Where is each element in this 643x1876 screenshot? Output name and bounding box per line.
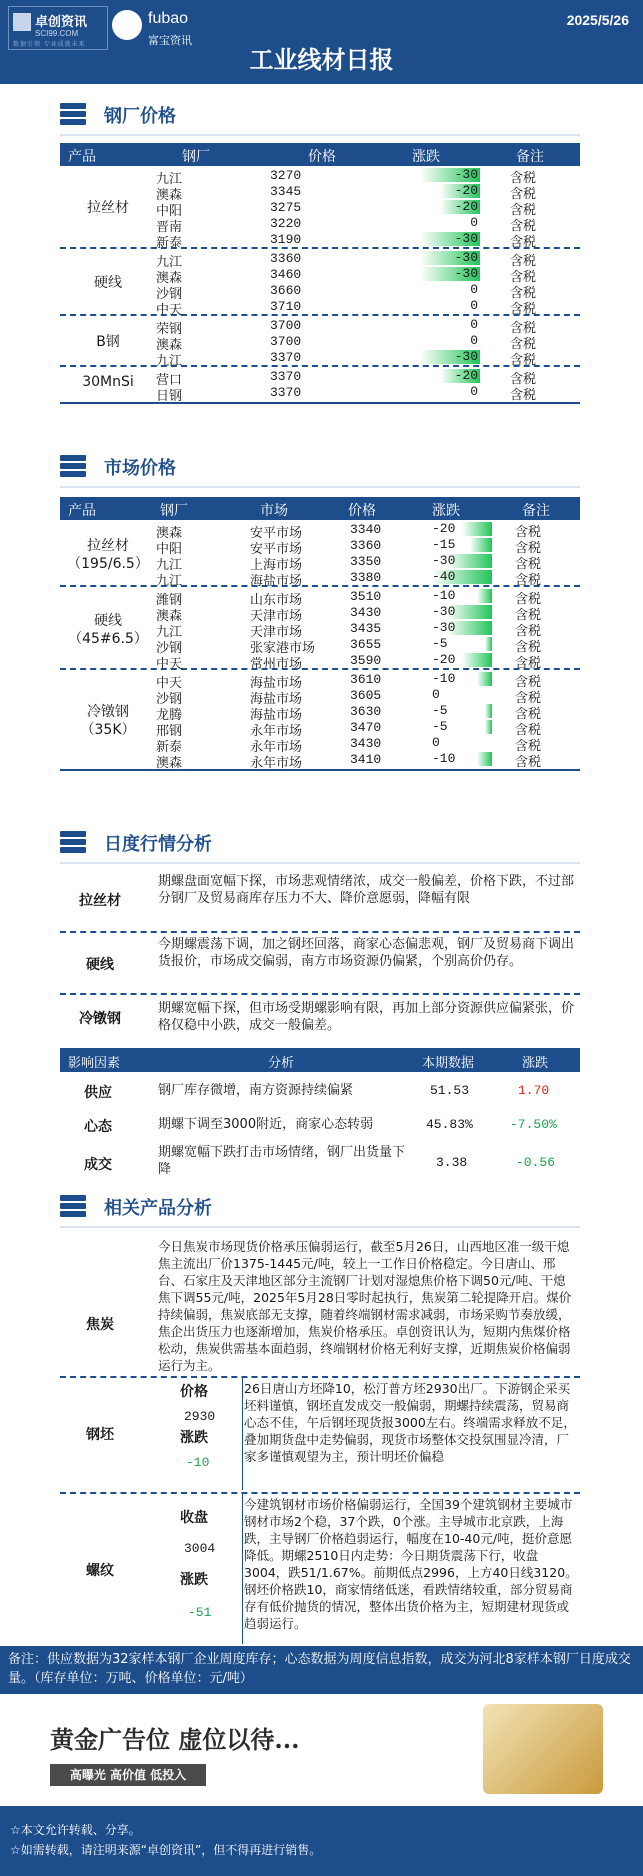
group-divider: [60, 668, 580, 670]
header-analysis: 分析: [268, 1056, 295, 1071]
analysis-label: 拉丝材: [79, 893, 121, 909]
change-cell: -20: [454, 183, 478, 198]
factor-row-trade: [60, 1142, 580, 1182]
note-cell: 含税: [510, 187, 537, 202]
price-cell: 3510: [350, 589, 382, 604]
rebar-text: 今建筑钢材市场价格偏弱运行，全国39个建筑钢材主要城市钢材市场2个稳，37个跌，0个涨。主导城市北京跌，上海跌，主导钢厂价格趋弱运行，幅度在10-40元/吨，挺价意愿降低。期螺2510日内走势：今日期货震荡下行，收盘3004，跌51/1.67%。前期低点2996，上方40日线3120。钢坯价格跌10，商家情绪低迷，看跌情绪较重，部分贸易商存有低价抛货的情况，整体出货价格为主，短期建材现货或趋弱运行。: [244, 1497, 578, 1631]
price-cell: 3350: [350, 554, 382, 569]
note-cell: 含税: [515, 624, 542, 639]
ad-banner[interactable]: [0, 1694, 643, 1806]
note-cell: 含税: [515, 656, 542, 671]
factor-analysis: 钢厂库存微增，南方资源持续偏紧: [158, 1083, 354, 1098]
header-note: 备注: [522, 503, 550, 519]
note-cell: 含税: [515, 608, 542, 623]
note-cell: 含税: [510, 353, 537, 368]
mill-name: 澳森: [156, 526, 183, 541]
group-divider: [60, 314, 580, 316]
change-cell: 0: [432, 735, 440, 750]
mill-name: 沙钢: [156, 287, 183, 302]
change-cell: 0: [432, 687, 440, 702]
factor-analysis: 期螺宽幅下跌打击市场情绪，钢厂出货量下降: [158, 1145, 406, 1177]
billet-change-label: 涨跌: [180, 1430, 208, 1446]
note-bar: [0, 1646, 643, 1694]
table-row: [60, 349, 580, 369]
factor-change: 1.70: [518, 1083, 550, 1098]
note-cell: 含税: [510, 286, 537, 301]
price-cell: 3630: [350, 704, 382, 719]
mill-name: 九江: [156, 172, 183, 187]
note-cell: 含税: [515, 541, 542, 556]
footer-line: ☆本文允许转载、分享。: [10, 1823, 141, 1837]
header-product: 产品: [68, 503, 96, 519]
mill-name: 九江: [156, 625, 183, 640]
section-divider: [60, 1226, 580, 1228]
section-title: 相关产品分析: [104, 1198, 212, 1219]
billet-price: 2930: [184, 1409, 216, 1424]
mill-name: 九江: [156, 558, 183, 573]
group-divider: [60, 365, 580, 367]
product-label: 硬线: [94, 275, 122, 291]
product-label: 拉丝材: [87, 200, 129, 216]
price-cell: 3340: [350, 522, 382, 537]
analysis-hard-wire: [60, 934, 580, 990]
rebar-label: 螺纹: [86, 1563, 114, 1579]
mill-name: 中天: [156, 303, 183, 318]
factor-value: 3.38: [436, 1155, 468, 1170]
market-name: 永年市场: [250, 756, 303, 771]
product-spec: （45#6.5）: [68, 631, 148, 647]
price-cell: 3660: [270, 283, 302, 298]
change-cell: -30: [454, 250, 478, 265]
price-cell: 3700: [270, 318, 302, 333]
note-cell: 含税: [510, 302, 537, 317]
note-cell: 含税: [510, 372, 537, 387]
change-cell: -30: [432, 553, 456, 568]
product-spec: （195/6.5）: [67, 556, 149, 572]
ad-title: 黄金广告位 虚位以待...: [50, 1725, 300, 1754]
header-factor: 影响因素: [68, 1056, 121, 1071]
group-divider: [60, 585, 580, 587]
note-text: 备注：供应数据为32家样本钢厂企业周度库存；心态数据为周度信息指数，成交为河北8家样本钢厂日度成交量。（库存单位：万吨、价格单位：元/吨）: [8, 1652, 631, 1686]
change-cell: -15: [432, 537, 456, 552]
price-cell: 3590: [350, 653, 382, 668]
mill-name: 澳森: [156, 756, 183, 771]
related-coke: [60, 1234, 580, 1374]
factor-change: -7.50%: [510, 1117, 557, 1132]
stack-icon: [60, 103, 86, 125]
header-mill: 钢厂: [182, 149, 210, 165]
change-cell: -5: [432, 703, 448, 718]
gold-bars-image: [483, 1704, 603, 1794]
product-label: 拉丝材: [87, 538, 129, 554]
stack-icon: [60, 455, 86, 477]
factor-table-header: [60, 1048, 580, 1072]
mill-name: 龙腾: [156, 708, 183, 723]
market-name: 海盐市场: [250, 708, 303, 723]
header-mill: 钢厂: [160, 503, 188, 519]
mill-name: 营口: [156, 373, 183, 388]
section-divider: [60, 134, 580, 136]
mill-name: 澳森: [156, 338, 183, 353]
sci99-logo-tagline: 数据引领 专业成就未来: [13, 42, 86, 48]
mill-name: 邢钢: [156, 724, 183, 739]
price-cell: 3435: [350, 621, 382, 636]
factor-change: -0.56: [516, 1155, 556, 1170]
change-cell: -30: [454, 349, 478, 364]
related-rebar: [60, 1494, 580, 1644]
note-cell: 含税: [510, 337, 537, 352]
product-label: 硬线: [94, 613, 122, 629]
change-cell: -10: [432, 671, 456, 686]
change-cell: -30: [454, 167, 478, 182]
section-title: 市场价格: [104, 458, 176, 479]
sci99-logo-text: 卓创资讯: [35, 14, 88, 29]
mill-name: 澳森: [156, 188, 183, 203]
analysis-wire-rod: [60, 870, 580, 928]
price-cell: 3470: [350, 720, 382, 735]
mill-name: 九江: [156, 255, 183, 270]
table-bottom-line: [60, 769, 580, 771]
note-cell: 含税: [510, 203, 537, 218]
price-cell: 3345: [270, 184, 302, 199]
mill-name: 九江: [156, 354, 183, 369]
row-divider: [60, 931, 580, 933]
rebar-close: 3004: [184, 1541, 216, 1556]
mill-name: 中天: [156, 657, 183, 672]
stack-icon: [60, 1195, 86, 1217]
rebar-change-label: 涨跌: [180, 1572, 208, 1588]
analysis-text: 今期螺震荡下调，加之钢坯回落，商家心态偏悲观，钢厂及贸易商下调出货报价，市场成交偏弱，南方市场资源仍偏紧，个别高价仍存。: [158, 937, 575, 969]
mill-name: 新泰: [156, 236, 183, 251]
product-label: 冷镦钢: [87, 704, 129, 720]
section-divider: [60, 862, 580, 864]
change-cell: -30: [454, 231, 478, 246]
report-date: 2025/5/26: [566, 12, 629, 28]
header-market: 市场: [260, 503, 288, 519]
change-cell: -30: [432, 620, 456, 635]
header-change: 涨跌: [432, 503, 460, 519]
column-divider: [242, 1378, 243, 1490]
table-row: [60, 652, 580, 672]
table-row: [60, 671, 580, 691]
change-cell: -5: [432, 636, 448, 651]
report-header: [0, 0, 643, 84]
header-price: 价格: [348, 503, 376, 519]
price-cell: 3380: [350, 570, 382, 585]
note-cell: 含税: [515, 640, 542, 655]
market-name: 常州市场: [250, 657, 303, 672]
section-title: 日度行情分析: [104, 834, 212, 855]
related-billet: [60, 1378, 580, 1490]
market-name: 永年市场: [250, 740, 303, 755]
note-cell: 含税: [515, 675, 542, 690]
mill-name: 澳森: [156, 609, 183, 624]
change-cell: -30: [454, 266, 478, 281]
note-cell: 含税: [515, 755, 542, 770]
factor-label: 供应: [84, 1085, 112, 1101]
mill-name: 荣钢: [156, 322, 183, 337]
change-cell: -20: [432, 652, 456, 667]
note-cell: 含税: [515, 573, 542, 588]
product-label: B钢: [96, 334, 120, 350]
market-name: 天津市场: [250, 609, 303, 624]
column-divider: [242, 1494, 243, 1644]
market-name: 永年市场: [250, 724, 303, 739]
section-title: 钢厂价格: [104, 106, 176, 127]
mill-name: 九江: [156, 574, 183, 589]
table-row: [60, 167, 580, 187]
price-cell: 3370: [270, 369, 302, 384]
change-cell: 0: [470, 333, 478, 348]
change-cell: -10: [432, 751, 456, 766]
market-name: 海盐市场: [250, 574, 303, 589]
header-price: 价格: [308, 149, 336, 165]
price-cell: 3410: [350, 752, 382, 767]
factor-label: 成交: [84, 1157, 112, 1173]
fubao-logo-cn: 富宝资讯: [148, 34, 192, 47]
table-row: [60, 751, 580, 771]
price-cell: 3370: [270, 385, 302, 400]
coke-label: 焦炭: [86, 1317, 114, 1333]
note-cell: 含税: [515, 739, 542, 754]
report-title: 工业线材日报: [249, 46, 394, 74]
mill-name: 潍钢: [156, 593, 183, 608]
price-cell: 3460: [270, 267, 302, 282]
table-row: [60, 298, 580, 318]
price-cell: 3610: [350, 672, 382, 687]
market-name: 安平市场: [250, 542, 303, 557]
note-cell: 含税: [510, 321, 537, 336]
billet-label: 钢坯: [86, 1427, 114, 1443]
billet-price-label: 价格: [180, 1384, 208, 1400]
note-cell: 含税: [510, 254, 537, 269]
table-row: [60, 250, 580, 270]
change-cell: 0: [470, 298, 478, 313]
market-name: 海盐市场: [250, 692, 303, 707]
note-cell: 含税: [510, 270, 537, 285]
factor-value: 51.53: [430, 1083, 470, 1098]
rebar-change: -51: [188, 1605, 212, 1620]
market-name: 张家港市场: [250, 641, 316, 656]
table-row: [60, 215, 580, 235]
table-header: [60, 497, 580, 520]
header-note: 备注: [516, 149, 544, 165]
change-cell: -20: [454, 368, 478, 383]
price-cell: 3430: [350, 736, 382, 751]
mill-name: 中天: [156, 676, 183, 691]
note-cell: 含税: [510, 235, 537, 250]
mill-name: 澳森: [156, 271, 183, 286]
note-cell: 含税: [510, 219, 537, 234]
mill-name: 沙钢: [156, 692, 183, 707]
analysis-label: 硬线: [86, 957, 114, 973]
market-price-table: [60, 497, 580, 811]
stack-icon: [60, 831, 86, 853]
mill-name: 新泰: [156, 740, 183, 755]
change-cell: 0: [470, 282, 478, 297]
price-cell: 3360: [350, 538, 382, 553]
market-name: 天津市场: [250, 625, 303, 640]
analysis-label: 冷镦钢: [79, 1011, 121, 1027]
sci99-logo-icon: [13, 13, 31, 31]
factor-value: 45.83%: [426, 1117, 473, 1132]
note-cell: 含税: [510, 388, 537, 403]
note-cell: 含税: [515, 723, 542, 738]
change-cell: 0: [470, 215, 478, 230]
change-cell: -20: [432, 521, 456, 536]
rebar-close-label: 收盘: [180, 1510, 208, 1526]
note-cell: 含税: [515, 592, 542, 607]
mill-name: 中阳: [156, 542, 183, 557]
coke-text: 今日焦炭市场现货价格承压偏弱运行，截至5月26日，山西地区准一级干熄焦主流出厂价1375-1445元/吨，较上一工作日价格稳定。今日唐山、邢台、石家庄及天津地区部分主流钢厂计划对湿熄焦价格下调50元/吨、干熄焦下调55元/吨，2025年5月28日零时起执行，焦炭第二轮提降开启。煤价持续偏弱，焦炭底部无支撑，随着终端钢材需求减弱，市场采购节奏放缓，焦企出货压力也逐渐增加，焦炭价格承压。卓创资讯认为，短期内焦煤价格松动，焦炭供需基本面趋弱，终端钢材价格无利好支撑，近期焦炭价格偏弱运行为主。: [158, 1239, 572, 1373]
price-cell: 3710: [270, 299, 302, 314]
price-cell: 3370: [270, 350, 302, 365]
billet-text: 26日唐山方坯降10，松汀普方坯2930出厂。下游钢企采买坯料谨慎，钢坯直发成交一般偏弱，期螺持续震荡，贸易商心态不佳，午后钢坯现货报3000左右。终端需求释放不足，叠加期货盘中走势偏弱，现货市场整体交投氛围显冷清，厂家多谨慎观望为主，预计明坯价偏稳: [244, 1381, 576, 1464]
table-row: [60, 588, 580, 608]
product-spec: （35K）: [80, 722, 136, 738]
price-cell: 3275: [270, 200, 302, 215]
factor-row-sentiment: [60, 1108, 580, 1142]
mill-name: 沙钢: [156, 641, 183, 656]
mill-name: 日钢: [156, 389, 183, 404]
market-name: 安平市场: [250, 526, 303, 541]
mill-price-table: [60, 143, 580, 435]
price-cell: 3220: [270, 216, 302, 231]
market-name: 上海市场: [250, 558, 303, 573]
price-cell: 3430: [350, 605, 382, 620]
market-name: 山东市场: [250, 593, 303, 608]
market-name: 海盐市场: [250, 676, 303, 691]
analysis-text: 期螺宽幅下探，但市场受期螺影响有限，再加上部分资源供应偏紧张，价格仅稳中小跌，成交一般偏差。: [158, 1001, 575, 1033]
header-change: 涨跌: [412, 149, 440, 165]
change-cell: -30: [432, 604, 456, 619]
price-cell: 3655: [350, 637, 382, 652]
analysis-cold-heading: [60, 996, 580, 1040]
table-header: [60, 143, 580, 166]
fubao-logo-text: fubao: [148, 10, 189, 27]
change-cell: -5: [432, 719, 448, 734]
footer: [0, 1806, 643, 1876]
product-label: 30MnSi: [82, 374, 134, 390]
header-value: 本期数据: [422, 1056, 475, 1071]
note-cell: 含税: [515, 707, 542, 722]
note-cell: 含税: [510, 171, 537, 186]
section-divider: [60, 486, 580, 488]
note-cell: 含税: [515, 525, 542, 540]
factor-analysis: 期螺下调至3000附近，商家心态转弱: [158, 1117, 374, 1132]
analysis-text: 期螺盘面宽幅下探，市场悲观情绪浓，成交一般偏差，价格下跌，不过部分钢厂及贸易商库存压力不大、降价意愿弱，降幅有限: [158, 874, 575, 906]
mill-name: 晋南: [156, 220, 183, 235]
price-cell: 3360: [270, 251, 302, 266]
sci99-logo-domain: SCI99.COM: [35, 29, 79, 38]
note-cell: 含税: [515, 691, 542, 706]
footer-line: ☆如需转载，请注明来源“卓创资讯”，但不得再进行销售。: [10, 1843, 322, 1857]
price-cell: 3270: [270, 168, 302, 183]
header-product: 产品: [68, 149, 96, 165]
note-cell: 含税: [515, 557, 542, 572]
fubao-logo-icon: [112, 10, 142, 40]
header-change: 涨跌: [522, 1056, 549, 1071]
change-cell: 0: [470, 317, 478, 332]
change-cell: -20: [454, 199, 478, 214]
table-row: [60, 231, 580, 251]
factor-row-supply: [60, 1074, 580, 1108]
change-cell: -40: [432, 569, 456, 584]
billet-change: -10: [186, 1455, 210, 1470]
group-divider: [60, 247, 580, 249]
row-divider: [60, 993, 580, 995]
table-bottom-line: [60, 402, 580, 404]
mill-name: 中阳: [156, 204, 183, 219]
change-cell: -10: [432, 588, 456, 603]
factor-label: 心态: [84, 1119, 112, 1135]
change-cell: 0: [470, 384, 478, 399]
price-cell: 3700: [270, 334, 302, 349]
ad-tagline: 高曝光 高价值 低投入: [50, 1764, 206, 1786]
price-cell: 3605: [350, 688, 382, 703]
price-cell: 3190: [270, 232, 302, 247]
